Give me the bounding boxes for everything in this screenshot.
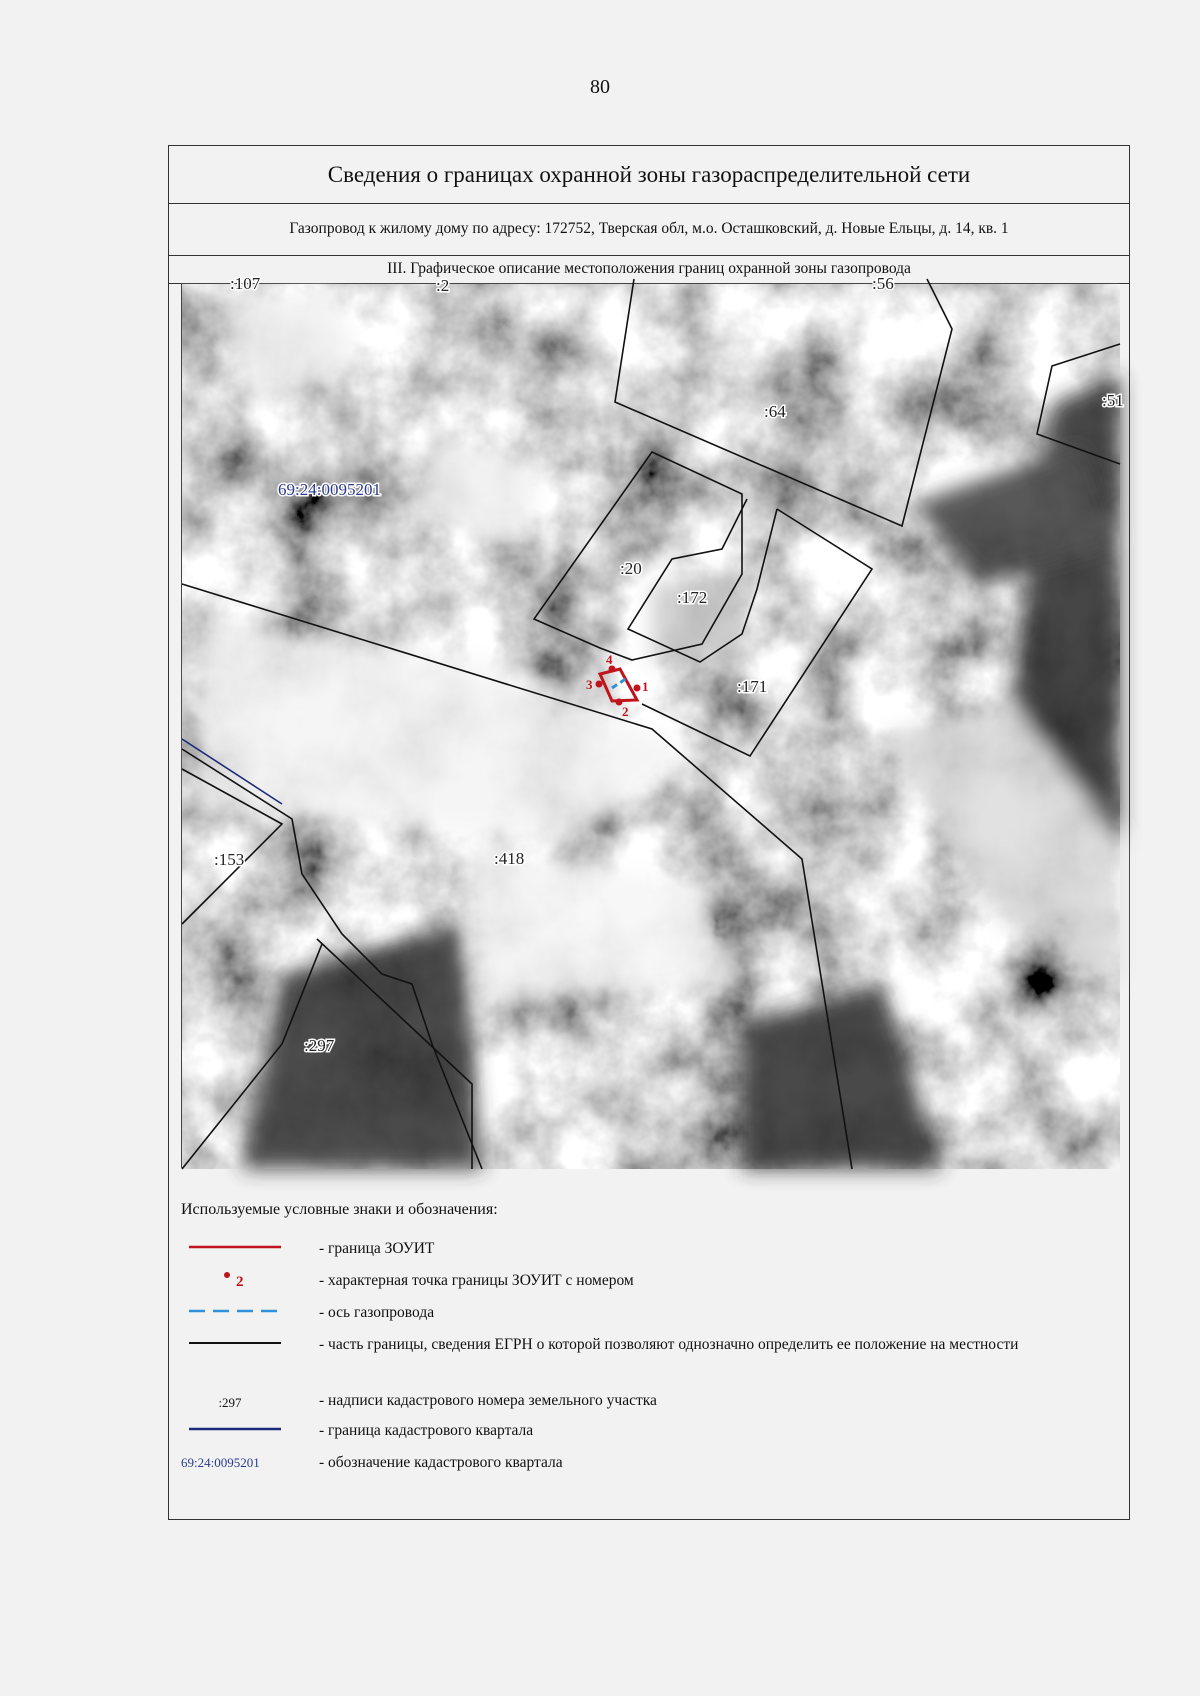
legend-black-line-symbol: [181, 1331, 291, 1359]
parcel-label-64: :64: [764, 402, 786, 421]
parcel-label-20: :20: [620, 559, 642, 578]
page-number: 80: [590, 76, 610, 98]
legend-navy-line-symbol: [181, 1417, 291, 1445]
legend-title: Используемые условные знаки и обозначения:: [181, 1201, 498, 1218]
legend-text: - граница кадастрового квартала: [319, 1422, 534, 1439]
legend-text: - граница ЗОУИТ: [319, 1240, 435, 1257]
legend-red-line-symbol: [181, 1235, 291, 1263]
parcel-label-56: :56: [872, 274, 894, 293]
legend-point-label: 2: [236, 1274, 244, 1290]
parcel-label-107: :107: [230, 274, 261, 293]
legend-item-quarter-boundary: [181, 1417, 1111, 1447]
cadastral-map[interactable]: [181, 274, 1124, 1168]
zone-point-label-2: 2: [622, 704, 629, 719]
legend-quarter-label-symbol: 69:24:0095201: [181, 1455, 260, 1470]
object-address: Газопровод к жилому дому по адресу: 172752, Тверская обл, м.о. Осташковский, д. Новые Ельцы, д. 14, кв. 1: [169, 203, 1129, 256]
legend-item-parcel-boundary: [181, 1331, 1111, 1379]
legend-item-gas-axis: [181, 1299, 1111, 1329]
parcel-label-297: :297: [304, 1036, 335, 1055]
zone-point-label-4: 4: [606, 652, 613, 667]
parcel-label-172: :172: [677, 588, 708, 607]
section-title: III. Графическое описание местоположения границ охранной зоны газопровода: [169, 255, 1129, 284]
legend-item-parcel-label: [181, 1387, 1111, 1417]
zone-point-label-3: 3: [586, 677, 593, 692]
quarter-label: 69:24:0095201: [278, 480, 381, 499]
parcel-label-418: :418: [494, 849, 525, 868]
zone-point-3: [596, 681, 603, 688]
legend-red-point-symbol: [181, 1267, 291, 1295]
parcel-label-171: :171: [737, 677, 768, 696]
legend-text: - обозначение кадастрового квартала: [319, 1454, 563, 1471]
legend-text: - характерная точка границы ЗОУИТ с номером: [319, 1272, 634, 1289]
legend-item-zone-point: [181, 1267, 1111, 1297]
legend-text: - ось газопровода: [319, 1304, 435, 1321]
zone-point-label-1: 1: [642, 679, 649, 694]
legend-text: - часть границы, сведения ЕГРН о которой позволяют однозначно определить ее положение на местности: [319, 1336, 1019, 1353]
legend-dashed-blue-line-symbol: [181, 1299, 291, 1327]
document-title: Сведения о границах охранной зоны газораспределительной сети: [169, 146, 1129, 204]
legend-item-zone-boundary: [181, 1235, 1111, 1265]
legend-parcel-label-symbol: :297: [218, 1395, 242, 1410]
legend-text: - надписи кадастрового номера земельного участка: [319, 1392, 657, 1409]
zone-point-1: [634, 685, 641, 692]
parcel-label-2: :2: [436, 276, 450, 295]
document-sheet: [168, 145, 1130, 1520]
legend-item-quarter-label: [181, 1449, 1111, 1479]
parcel-label-153: :153: [214, 850, 245, 869]
parcel-label-51: :51: [1102, 391, 1124, 410]
